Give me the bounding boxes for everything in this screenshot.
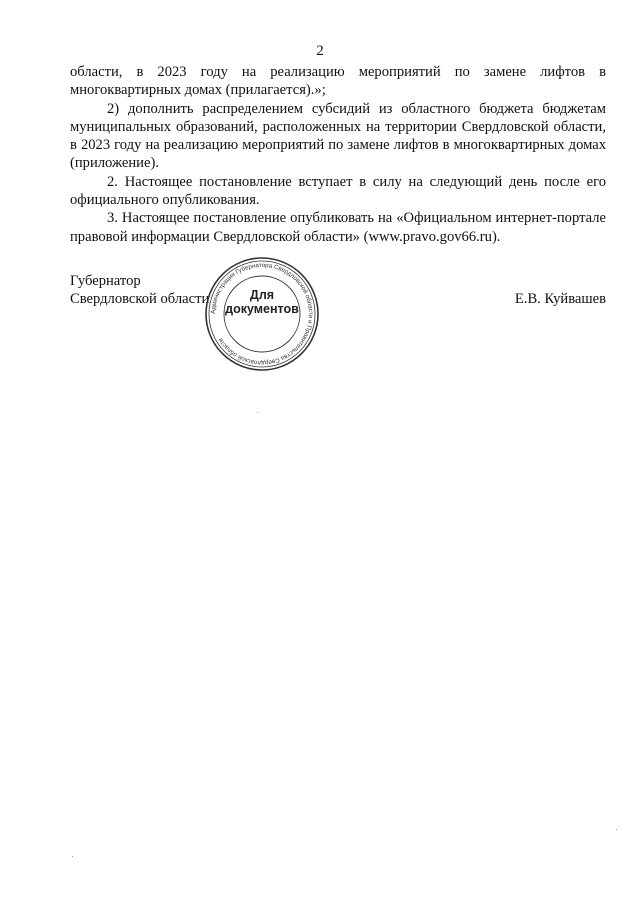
scan-speck [616, 829, 617, 830]
signature-block [70, 272, 606, 309]
stamp-caption-line-2: документов [225, 302, 299, 316]
paragraph-clause-2: 2. Настоящее постановление вступает в силу на следующий день после его официального опубликования. [70, 173, 606, 209]
paragraph-clause-3: 3. Настоящее постановление опубликовать на «Официальном интернет-портале правовой информации Свердловской области» (www.pravo.gov66.ru). [70, 210, 606, 245]
signer-name: Е.В. Куйвашев [514, 291, 606, 307]
scan-speck [257, 412, 258, 413]
page-number: 2 [316, 43, 324, 59]
stamp-ring-text: Администрация Губернатора Свердловской области и Правительства Свердловской области [209, 261, 315, 367]
stamp-caption-line-1: Для [249, 288, 275, 302]
document-body [70, 63, 606, 246]
official-stamp [203, 255, 321, 373]
signer-position-line-2: Свердловской области [70, 291, 210, 308]
paragraph-item-2: 2) дополнить распределением субсидий из областного бюджета бюджетам муниципальных образований, расположенных на территории Свердловской области, в 2023 году на реализацию мероприятий по замене лифтов в многоквартирных домах (приложение). [70, 100, 606, 172]
signer-position-line-1: Губернатор [70, 273, 141, 289]
paragraph-continuation: области, в 2023 году на реализацию мероприятий по замене лифтов в многоквартирных домах (прилагается).»; [70, 64, 606, 99]
scan-speck [72, 856, 73, 857]
